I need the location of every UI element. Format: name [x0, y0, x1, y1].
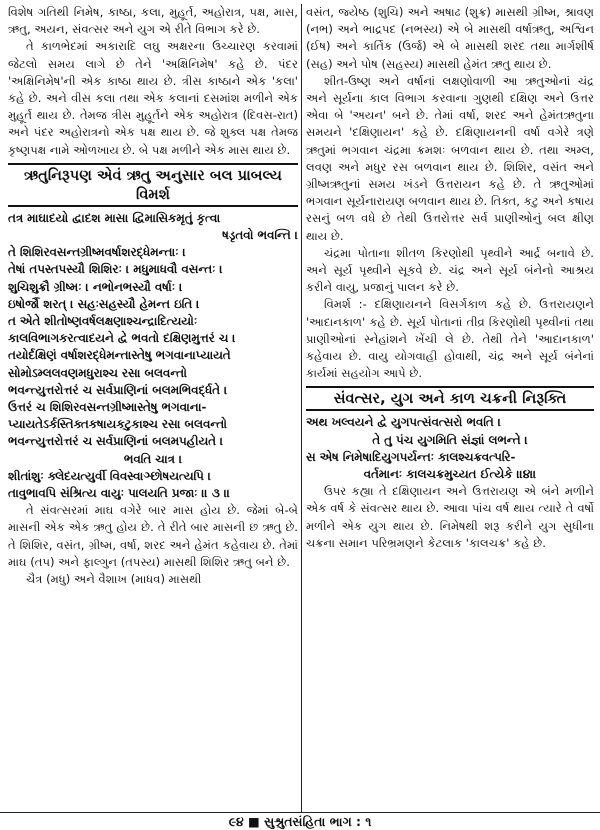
left-column	[8, 4, 298, 588]
verse-line: ત એતે શીતોષ્ણવર્ષલક્ષણાશ્ચન્દ્રાદિત્યયોઃ	[8, 314, 198, 329]
section-heading: ઋતુનિરૂપણ એવં ઋતુ અનુસાર બલ પ્રાબલ્ય વિમર્શ	[8, 163, 298, 207]
verse-line: તેષાં તપસ્તપસ્યૌ શિશિરઃ । મધુમાધવૌ વસન્તઃ ।	[8, 262, 223, 277]
verse-line: તત્ર માઘાદયો દ્વાદશ માસા દ્વિમાસિકમૃતું કૃત્વા	[8, 210, 221, 225]
paragraph: ચૈત્ર (મધુ) અને વૈશાખ (માધવ) માસથી	[26, 572, 202, 587]
verse-line: ઇષોર્જૌ શરત્ । સહઃસહસ્યૌ હેમન્ત ઇતિ ।	[8, 296, 200, 311]
verse-line: ભવન્ત્યુત્તરોત્તરં ચ સર્વપ્રાણિનાં બલમપહીયતે ।	[8, 434, 224, 449]
sanskrit-verse	[8, 210, 298, 502]
paragraph: વિમર્શ :- દક્ષિણાયનને વિસર્ગકાળ કહે છે. ઉત્તરાયણને 'આદાનકાળ' કહે છે. સૂર્ય પોતાનાં તીવ્ર કિરણોથી પૃથ્વીનાં તથા પ્રાણીઓનાં સ્નેહાંશને ખેંચી લે છે. તેથી તેને 'આદાનકાળ' કહેવાય છે. વાયુ યોગવાહી હોવાથી, ચંદ્ર અને સૂર્ય બંનેનાં કાર્યમાં સહયોગ આપે છે.	[306, 297, 594, 381]
paragraph: તે સંવત્સરમાં માઘ વગેરે બાર માસ હોય છે. જેમાં બે-બે માસની એક એક ઋતુ હોય છે. તે રીતે બાર માસની છ ઋતુ છે. તે શિશિર, વસંત, ગ્રીષ્મ, વર્ષા, શરદ અને હેમંત કહેવાય છે. તેમાં માઘ (તપ) અને ફાલ્ગુન (તપસ્ય) માસથી શિશિર ઋતુ બને છે.	[8, 503, 298, 569]
verse-line: ભવન્ત્યુત્તરોત્તરં ચ સર્વપ્રાણિનાં બલમભિવર્દ્ધતે ।	[8, 382, 228, 397]
verse-line: તાવુભાવપિ સંશ્રિત્ય વાયુઃ પાલયતિ પ્રજાઃ ॥ ૩ ॥	[8, 486, 231, 501]
verse-line: ઉત્તરં ચ શિશિરવસન્તગ્રીષ્માસ્તેષુ ભગવાના-	[8, 400, 207, 415]
document-page	[8, 4, 592, 812]
page-footer: ૯૪ ■ સુશ્રુતસંહિતા ભાગ : ૧	[0, 812, 600, 830]
paragraph: શીત-ઉષ્ણ અને વર્ષાનાં લક્ષણોવાળી આ ઋતુઓનાં ચંદ્ર અને સૂર્યના કાલ વિભાગ કરવાના ગુણથી દક્ષિણ અને ઉત્તર એવા બે 'અયન' બને છે. તેમાં વર્ષા, શરદ અને હેમંતઋતુના સમયને 'દક્ષિણાયન' કહે છે. દક્ષિણાયનની વર્ષા વગેરે ત્રણે ઋતુમાં ભગવાન ચંદ્રમા ક્રમશઃ બળવાન થાય છે. તથા અમ્લ, લવણ અને મધુર રસ બળવાન થાય છે. શિશિર, વસંત અને ગ્રીષ્મઋતુનાં સમય ખંડને ઉત્તરાયન કહે છે. તે ઋતુઓમાં ભગવાન સૂર્યનારાયણ બળવાન થાય છે. તિક્ત, કટુ અને કષાય રસનું બળ વધે છે તેથી ઉત્તરોત્તર સર્વ પ્રાણીઓનું બલ ક્ષીણ થાય છે.	[306, 73, 594, 243]
paragraph: વસંત, જ્યેષ્ઠ (શુચિ) અને અષાઢ (શુક્ર) માસથી ગ્રીષ્મ, શ્રાવણ (નભ) અને ભાદ્રપદ (નભસ્ય) એ બે માસથી વર્ષાઋતુ, અશ્વિન (ઈષ) અને કાર્તિક (ઉર્જ) એ બે માસથી શરદ તથા માર્ગશીર્ષ (સહ) અને પોષ (સહસ્ય) માસથી હેમંત ઋતુ થાય છે.	[306, 5, 594, 71]
verse-line: તયોર્દક્ષિણં વર્ષાશરદ્ધેમન્તાસ્તેષુ ભગવાનાપ્યાયતે	[8, 348, 231, 363]
verse-line: ષડૃતવો ભવન્તિ ।	[222, 228, 298, 243]
verse-line: કાલવિભાગકરત્વાદયને દ્વે ભવતો દક્ષિણમુત્તરં ચ ।	[8, 331, 236, 346]
paragraph: વિશેષ ગતિથી નિમેષ, કાષ્ઠા, કલા, મુહૂર્ત, અહોરાત્ર, પક્ષ, માસ, ઋતુ, અયન, સંવત્સર અને યુગ એ રીતે વિભાગ કરે છે.	[8, 5, 298, 37]
section-heading: સંવત્સર, યુગ અને કાળ ચક્રની નિરૂક્તિ	[306, 386, 594, 411]
verse-line: તે શિશિરવસન્તગ્રીષ્મવર્ષાશરદ્ધેમન્તાઃ ।	[8, 245, 186, 260]
verse-line: શુચિશુક્રૌ ગ્રીષ્મઃ । નભોનભસ્યૌ વર્ષાઃ ।	[8, 279, 183, 294]
verse-line: પ્યાયતેઽર્કસ્તિક્તકષાયકટુકાશ્ચ રસા બલવન્તો	[8, 417, 227, 432]
paragraph: ઉપર કહ્યા તે દક્ષિણાયન અને ઉત્તરાયણ એ બંને મળીને એક વર્ષ કે સંવત્સર થાય છે. આવા પાંચ વર્ષ થાય ત્યારે તે વર્ષો મળીને એક યુગ થાય છે. નિમેષથી શરૂ કરીને યુગ સુધીના ચક્રના સમાન પરિભ્રમણને કેટલાક 'કાલચક્ર' કહે છે.	[306, 484, 594, 550]
verse-line: સ એષ નિમેષાદિયુગપર્યન્તઃ કાલશ્ચક્રવત્પરિ-	[306, 449, 516, 464]
right-column	[306, 4, 594, 552]
sanskrit-verse	[306, 414, 594, 483]
paragraph: તે કાળભેદમાં અકારાદિ લઘુ અક્ષરના ઉચ્ચારણ કરવામાં જેટલો સમય લાગે છે તેને 'અક્ષિનિમેષ' કહે છે. પંદર 'અક્ષિનિમેષ'ની એક કાષ્ઠા થાય છે. ત્રીસ કાષ્ઠાને એક 'કલા' કહે છે. અને વીસ કલા તથા એક કલાનાં દસમાંશ મળીને એક મુહૂર્ત થાય છે. તેમજ ત્રીસ મુહૂર્તને એક અહોરાત્ર (દિવસ-રાત) અને પંદર અહોરાત્રનો એક પક્ષ થાય છે. જે શુક્લ પક્ષ તેમજ કૃષ્ણપક્ષ નામે ઓળખાય છે. બે પક્ષ મળીને એક માસ થાય છે.	[8, 39, 298, 157]
verse-line: વર્તમાનઃ કાલચક્રમુચ્યત ઈત્યેકે ॥૪॥	[363, 467, 537, 482]
paragraph: ચંદ્રમા પોતાના શીતળ કિરણોથી પૃથ્વીને આર્દ્ર બનાવે છે. અને સૂર્ય પૃથ્વીને સૂકવે છે. ચંદ્ર અને સૂર્ય બંનેનો આશ્રય કરીને વાયુ, પ્રજાનું પાલન કરે છે.	[306, 245, 594, 295]
verse-line: સોમોઽમ્લલવણમધુરાશ્ચ રસા બલવન્તો	[8, 365, 187, 380]
verse-line: અથ ખલ્વયને દ્વે યુગપત્સંવત્સરો ભવતિ ।	[306, 415, 501, 430]
verse-line: શીતાંશુઃ ક્લેદયત્યુર્વી વિવસ્વાઞ્છોષયત્યપિ ।	[8, 468, 212, 483]
verse-line: તે તુ પંચ યુગમિતિ સંજ્ઞાં લભન્તે ।	[372, 432, 528, 447]
verse-line: ભવતિ ચાત્ર ।	[123, 451, 183, 466]
column-divider	[301, 4, 302, 812]
